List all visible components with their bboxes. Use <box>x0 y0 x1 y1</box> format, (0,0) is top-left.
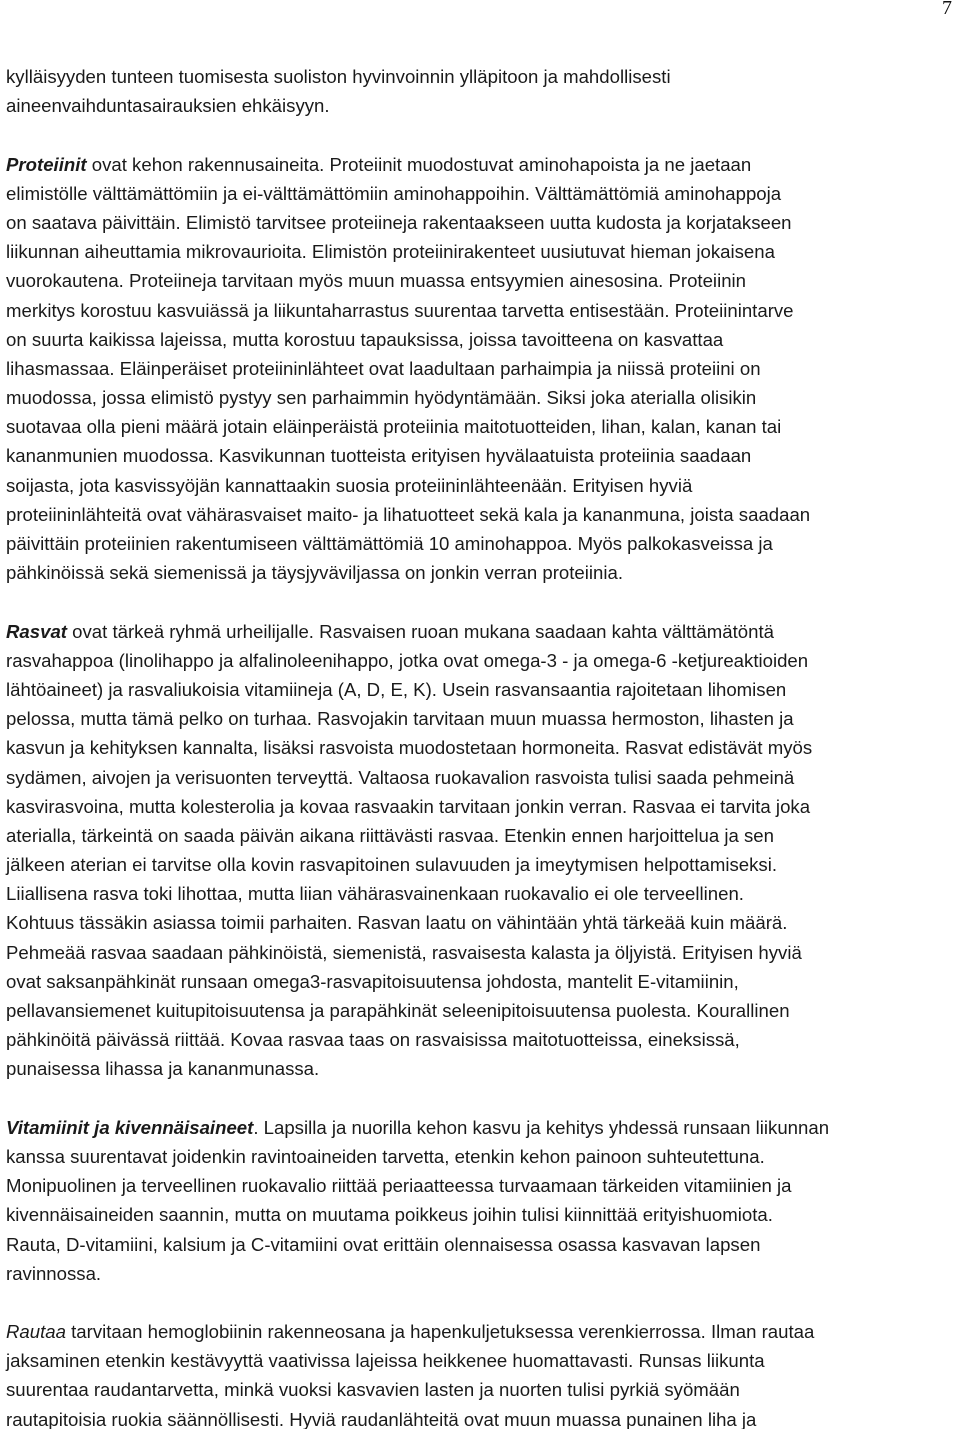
document-body <box>6 62 956 1429</box>
text-line: sydämen, aivojen ja verisuonten terveyttä. Valtaosa ruokavalion rasvoista tulisi saada pehmeinä <box>6 766 795 788</box>
term-vitamins-minerals: Vitamiinit ja kivennäisaineet <box>6 1116 254 1138</box>
paragraph-vitamins-minerals <box>6 1113 956 1288</box>
text-line: kasvirasvoina, mutta kolesterolia ja kovaa rasvaakin tarvitaan jonkin verran. Rasvaa ei tarvita joka <box>6 795 811 817</box>
text-line: aterialla, tärkeintä on saada päivän aikana riittävästi rasvaa. Etenkin ennen harjoittelua ja sen <box>6 824 774 846</box>
term-proteins: Proteiinit <box>6 153 87 175</box>
term-fats: Rasvat <box>6 620 67 642</box>
text-line <box>6 617 956 646</box>
text-line: aineenvaihduntasairauksien ehkäisyyn. <box>6 95 330 117</box>
text-line: kasvun ja kehityksen kannalta, lisäksi rasvoista muodostetaan hormoneita. Rasvat edistävät myös <box>6 737 813 759</box>
text-line: ovat saksanpähkinät runsaan omega3-rasvapitoisuutensa johdosta, mantelit E-vitamiinin, <box>6 970 739 992</box>
text-line: proteiininlähteitä ovat vähärasvaiset maito- ja lihatuotteet sekä kala ja kananmuna, joista saadaan <box>6 503 811 525</box>
page-number: 7 <box>942 0 952 19</box>
text-line: lähtöaineet) ja rasvaliukoisia vitamiineja (A, D, E, K). Usein rasvansaantia rajoitetaan lihomisen <box>6 678 787 700</box>
text-fragment: . Lapsilla ja nuorilla kehon kasvu ja kehitys yhdessä runsaan liikunnan <box>253 1116 830 1138</box>
text-fragment: ovat tärkeä ryhmä urheilijalle. Rasvaisen ruoan mukana saadaan kahta välttämätöntä <box>66 620 774 642</box>
text-line: Monipuolinen ja terveellinen ruokavalio riittää periaatteessa turvaamaan tärkeiden vitamiinien ja <box>6 1175 792 1197</box>
text-line: pähkinöissä sekä siemenissä ja täysjyväviljassa on jonkin verran proteiinia. <box>6 562 623 584</box>
text-line: pähkinöitä päivässä riittää. Kovaa rasvaa taas on rasvaisissa maitotuotteissa, eineksissä, <box>6 1029 740 1051</box>
text-line: elimistölle välttämättömiin ja ei-välttämättömiin aminohappoihin. Välttämättömiä aminohappoja <box>6 182 782 204</box>
text-line: Pehmeää rasvaa saadaan pähkinöistä, siemenistä, rasvaisesta kalasta ja öljyistä. Erityisen hyviä <box>6 941 802 963</box>
text-line: on saatava päivittäin. Elimistö tarvitsee proteiineja rakentaakseen uutta kudosta ja korjatakseen <box>6 211 792 233</box>
text-line: kivennäisaineiden saannin, mutta on muutama poikkeus joihin tulisi kiinnittää erityishuomiota. <box>6 1204 773 1226</box>
text-line: Liiallisena rasva toki lihottaa, mutta liian vähärasvainenkaan ruokavalio ei ole terveellinen. <box>6 883 744 905</box>
text-line: soijasta, jota kasvissyöjän kannattaakin suosia proteiininlähteenään. Erityisen hyviä <box>6 474 693 496</box>
text-line: päivittäin proteiinien rakentumiseen välttämättömiä 10 aminohappoa. Myös palkokasveissa ja <box>6 533 773 554</box>
text-line: suotavaa olla pieni määrä jotain eläinperäistä proteiinia maitotuotteiden, lihan, kalan, kanan tai <box>6 416 782 438</box>
text-line: kylläisyyden tunteen tuomisesta suoliston hyvinvoinnin ylläpitoon ja mahdollisesti <box>6 66 671 87</box>
paragraph-iron <box>6 1317 956 1429</box>
text-line: punaisessa lihassa ja kananmunassa. <box>6 1058 320 1080</box>
text-line: Kohtuus tässäkin asiassa toimii parhaiten. Rasvan laatu on vähintään yhtä tärkeää kuin määrä. <box>6 912 788 934</box>
paragraph-proteins <box>6 150 956 588</box>
text-line: liikunnan aiheuttamia mikrovaurioita. Elimistön proteiinirakenteet uusiutuvat hieman jokaisena <box>6 241 775 263</box>
text-line: rautapitoisia ruokia säännöllisesti. Hyviä raudanlähteitä ovat muun muassa punainen liha ja <box>6 1408 757 1429</box>
paragraph-continuation <box>6 62 956 120</box>
text-line: Rauta, D-vitamiini, kalsium ja C-vitamiini ovat erittäin olennaisessa osassa kasvavan lapsen <box>6 1233 761 1255</box>
text-line: ravinnossa. <box>6 1262 102 1284</box>
text-line <box>6 150 956 179</box>
text-line: vuorokautena. Proteiineja tarvitaan myös muun muassa entsyymien ainesosina. Proteiinin <box>6 270 747 292</box>
text-line <box>6 1317 956 1346</box>
text-line: jaksaminen etenkin kestävyyttä vaativissa lajeissa heikkenee huomattavasti. Runsas liikunta <box>6 1350 765 1372</box>
text-fragment: tarvitaan hemoglobiinin rakenneosana ja hapenkuljetuksessa verenkierrossa. Ilman rautaa <box>65 1321 815 1343</box>
text-line: jälkeen aterian ei tarvitse olla kovin rasvapitoinen sulavuuden ja imeytymisen helpottamiseksi. <box>6 854 778 876</box>
text-line: rasvahappoa (linolihappo ja alfalinoleenihappo, jotka ovat omega-3 - ja omega-6 -ketjureaktioiden <box>6 649 809 671</box>
term-iron: Rautaa <box>6 1321 66 1343</box>
text-line <box>6 1113 956 1142</box>
text-line: kananmunien muodossa. Kasvikunnan tuotteista erityisen hyvälaatuista proteiinia saadaan <box>6 445 752 467</box>
text-line: suurentaa raudantarvetta, minkä vuoksi kasvavien lasten ja nuorten tulisi pyrkiä syömään <box>6 1379 740 1401</box>
paragraph-fats <box>6 617 956 1084</box>
text-line: muodossa, jossa elimistö pystyy sen parhaimmin hyödyntämään. Siksi joka aterialla olisikin <box>6 387 757 409</box>
text-line: kanssa suurentavat joidenkin ravintoaineiden tarvetta, etenkin kehon painoon suhteutettuna. <box>6 1145 765 1167</box>
text-line: pellavansiemenet kuitupitoisuutensa ja parapähkinät seleenipitoisuutensa puolesta. Kourallinen <box>6 1000 790 1021</box>
text-line: pelossa, mutta tämä pelko on turhaa. Rasvojakin tarvitaan muun muassa hermoston, lihasten ja <box>6 708 794 730</box>
text-fragment: ovat kehon rakennusaineita. Proteiinit muodostuvat aminohapoista ja ne jaetaan <box>86 153 752 175</box>
text-line: on suurta kaikissa lajeissa, mutta korostuu tapauksissa, joissa tavoitteena on kasvattaa <box>6 328 724 350</box>
text-line: lihasmassaa. Eläinperäiset proteiininlähteet ovat laadultaan parhaimpia ja niissä proteiini on <box>6 357 761 379</box>
text-line: merkitys korostuu kasvuiässä ja liikuntaharrastus suurentaa tarvetta entisestään. Proteiinintarve <box>6 299 794 321</box>
